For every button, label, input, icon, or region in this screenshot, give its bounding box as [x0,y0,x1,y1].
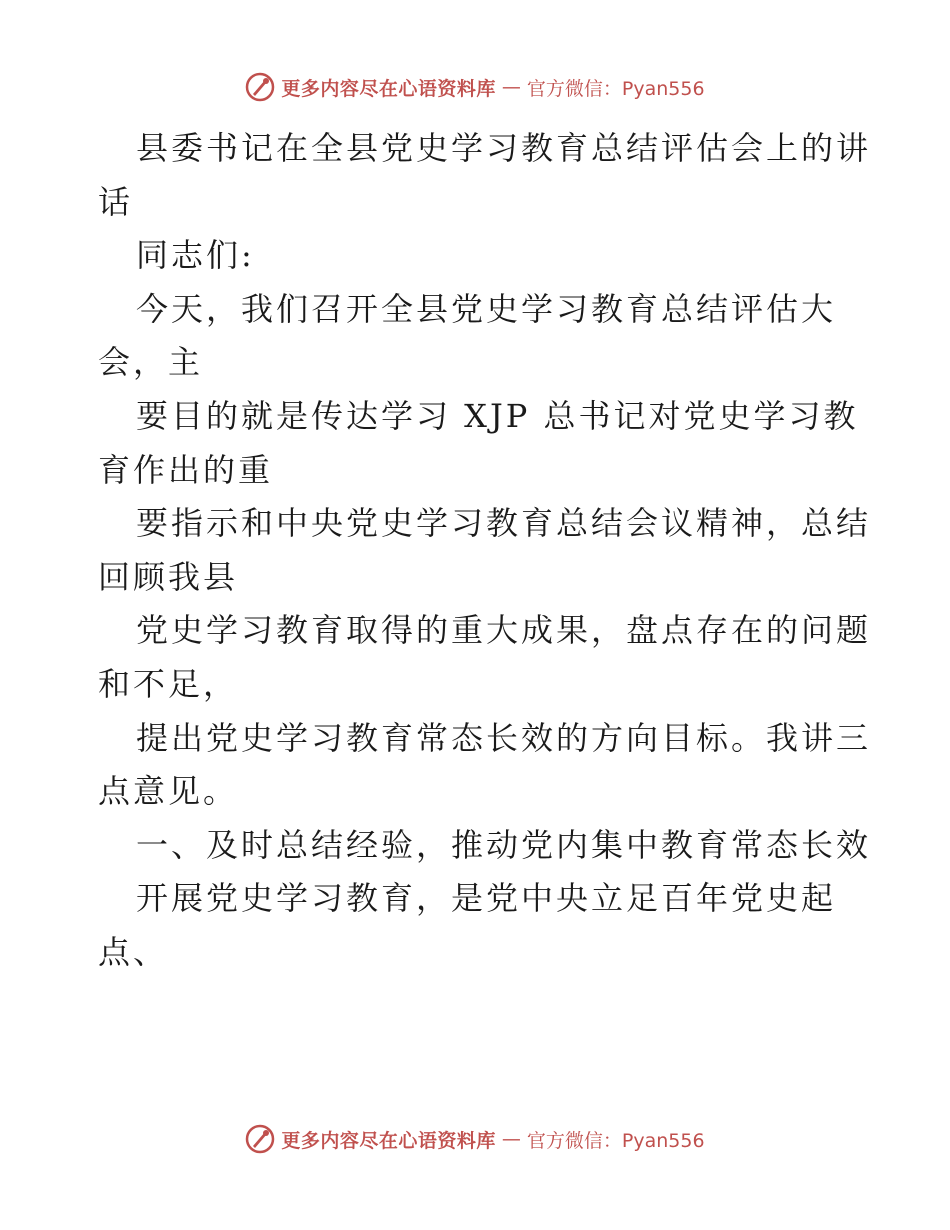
document-line: 一、及时总结经验，推动党内集中教育常态长效 [136,825,872,864]
document-line: 县委书记在全县党史学习教育总结评估会上的讲 [136,129,872,167]
header-brand: 更多内容尽在心语资料库 [281,77,496,100]
document-line: 会，主 [98,343,204,382]
footer-brand: 更多内容尽在心语资料库 [281,1129,496,1152]
header-separator: — [501,76,521,98]
page-header [0,72,950,102]
document-line: 话 [98,182,134,221]
footer-separator: — [501,1128,521,1150]
document-body [98,122,872,980]
document-line: 今天，我们召开全县党史学习教育总结评估大 [136,289,837,328]
document-line: 点、 [98,932,169,971]
header-wechat: 官方微信：Pyan556 [526,77,705,100]
document-line: 党史学习教育取得的重大成果，盘点存在的问题 [136,611,872,650]
quill-pen-logo-icon [245,72,275,102]
document-line: 要指示和中央党史学习教育总结会议精神，总结 [136,504,872,543]
document-line: 和不足， [98,664,239,703]
document-line: 要目的就是传达学习 XJP 总书记对党史学习教 [136,396,859,435]
document-line: 育作出的重 [98,450,274,489]
document-line: 开展党史学习教育，是党中央立足百年党史起 [136,879,837,918]
document-line: 同志们: [136,236,255,275]
page-footer [0,1124,950,1154]
footer-wechat: 官方微信：Pyan556 [526,1129,705,1152]
quill-pen-logo-icon [245,1124,275,1154]
document-line: 回顾我县 [98,557,239,596]
document-line: 提出党史学习教育常态长效的方向目标。我讲三 [136,718,872,757]
document-line: 点意见。 [98,772,239,811]
